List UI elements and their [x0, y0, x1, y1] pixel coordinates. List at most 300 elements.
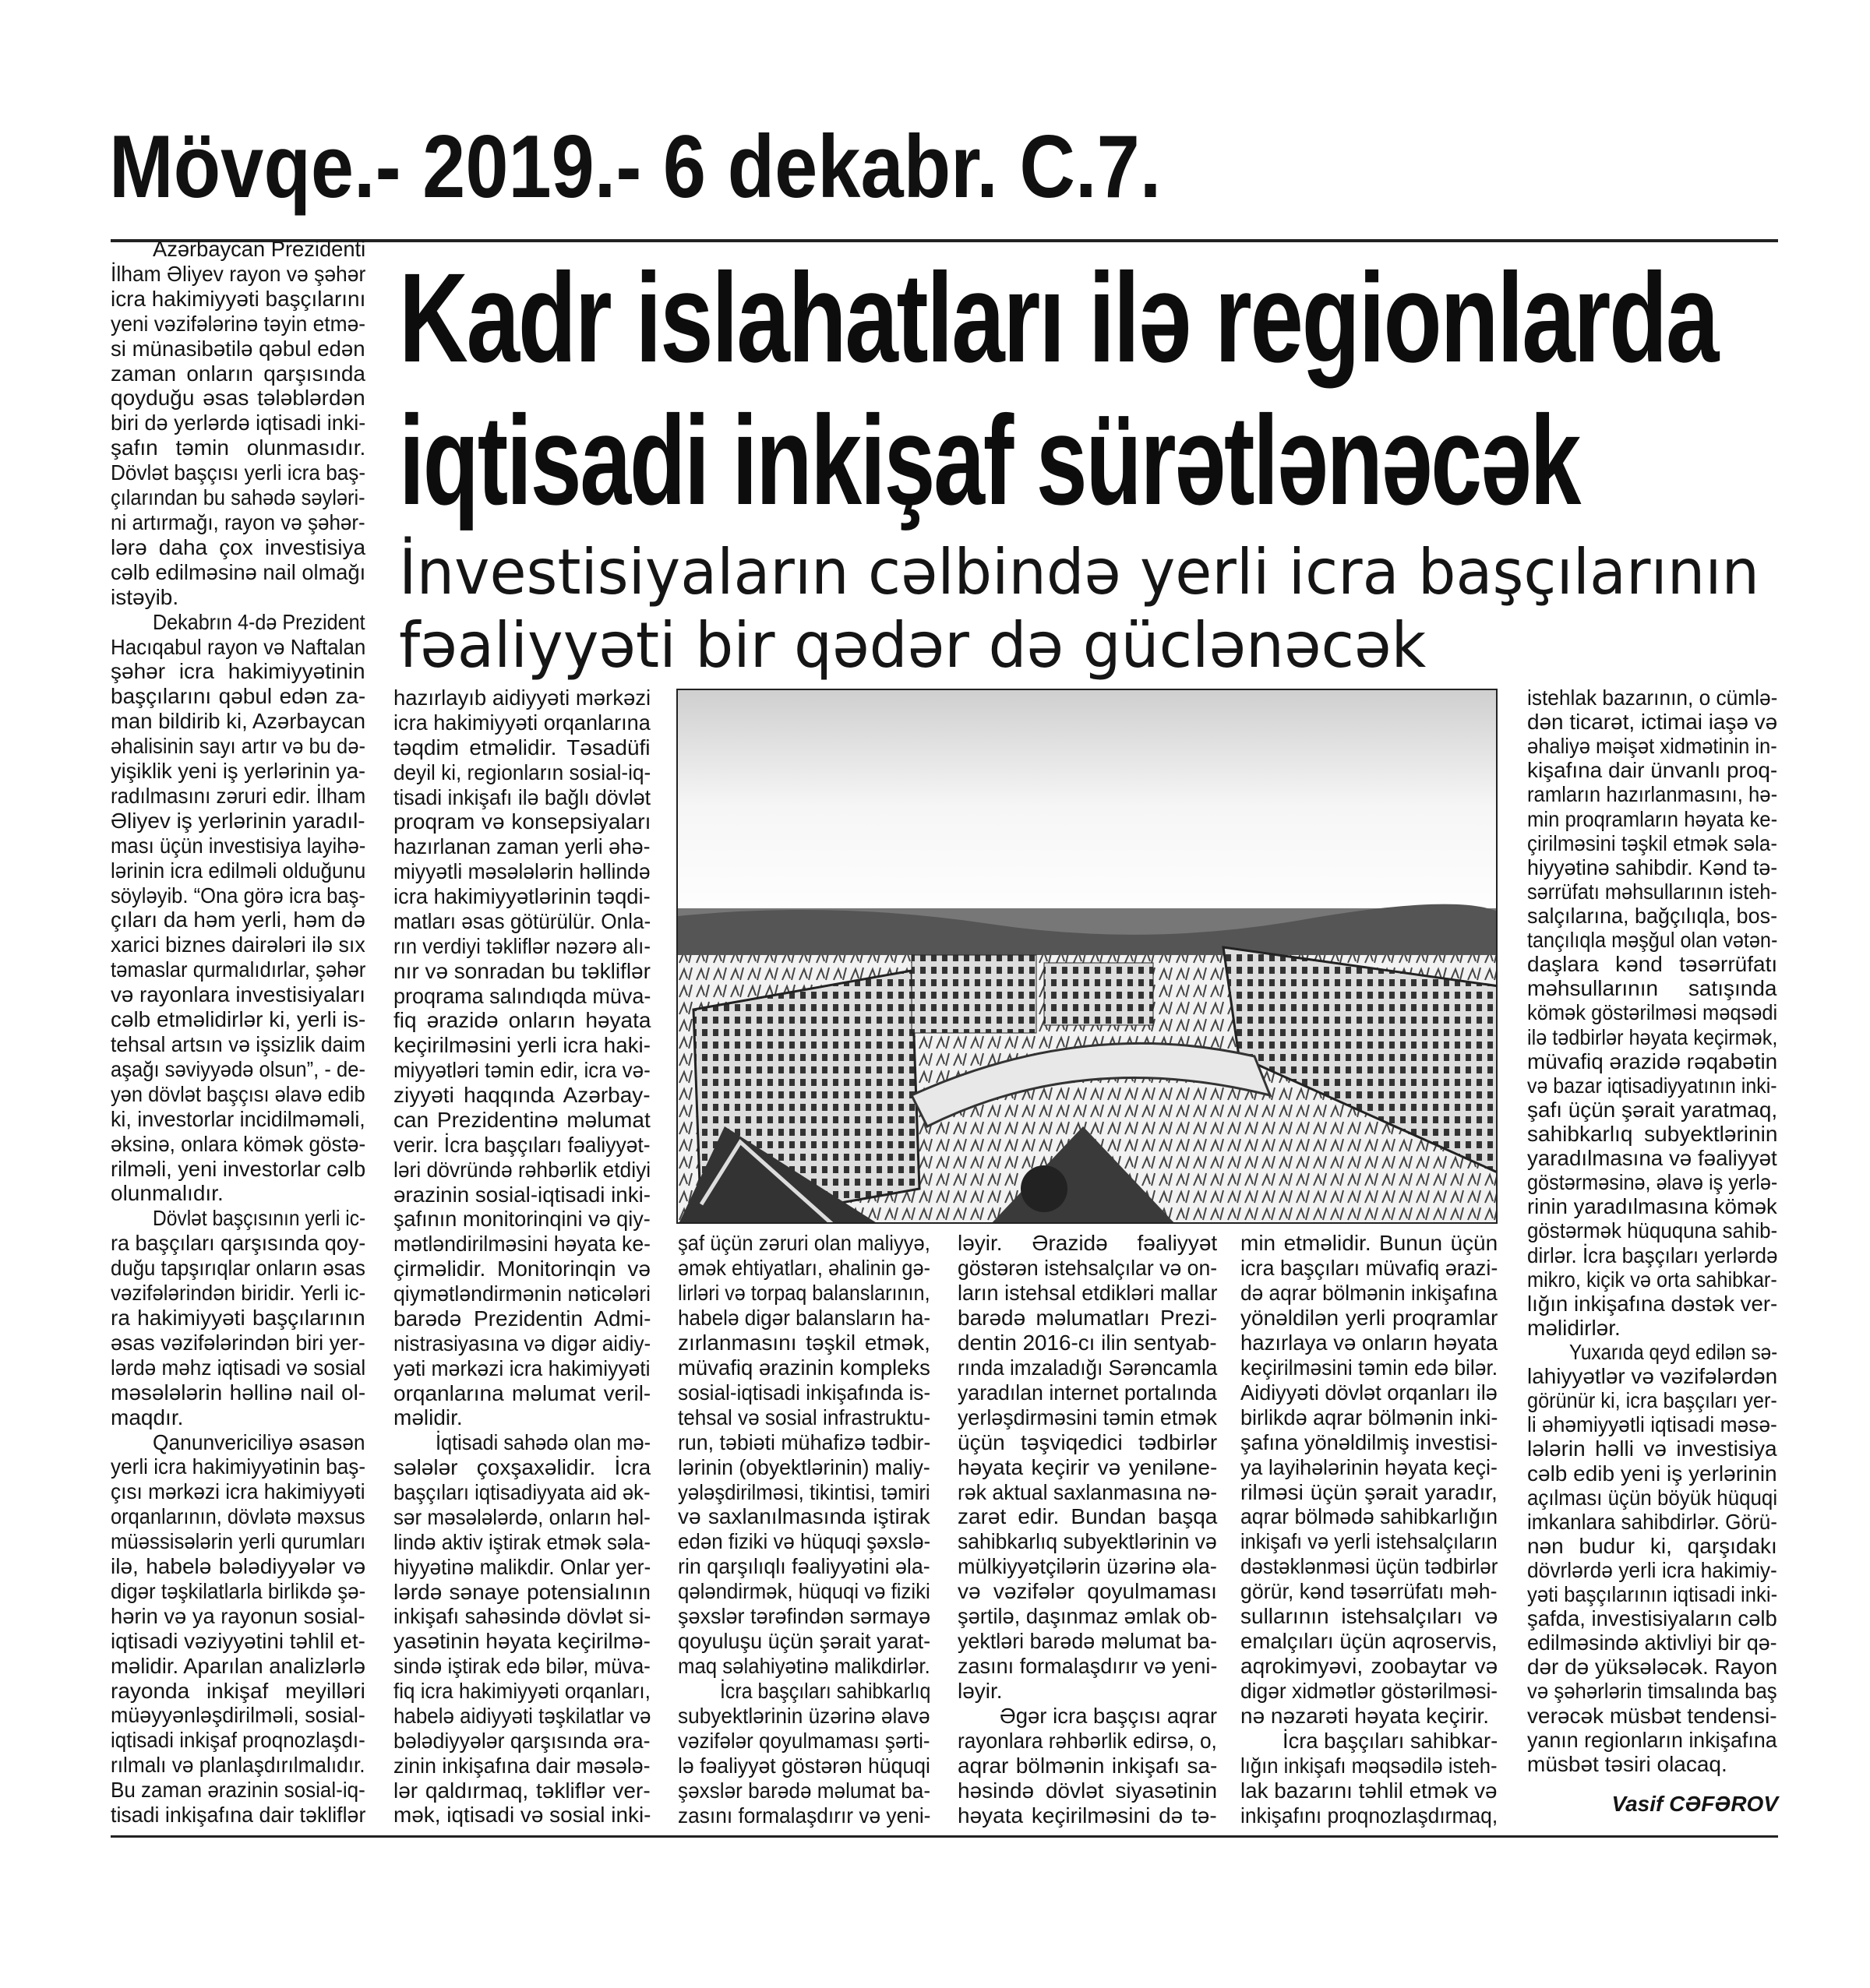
article-line [111, 957, 365, 982]
article-line-text: keçirilməsini təmin edə bilər. [1240, 1355, 1498, 1380]
article-line-text: kişafına dair ünvanlı proq- [1527, 758, 1778, 783]
article-line [111, 1082, 365, 1106]
article-line [1240, 1579, 1498, 1603]
article-line [111, 1132, 365, 1156]
article-line [111, 1107, 365, 1131]
article-line [958, 1729, 1217, 1753]
article-line [393, 760, 651, 784]
article-line [1527, 928, 1777, 952]
article-line [1527, 1534, 1777, 1558]
article-line [678, 1604, 930, 1628]
article-line-text: Əliyev iş yerlərinin yaradıl- [111, 808, 365, 833]
article-line-text: icra başçıları müvafiq ərazi- [1240, 1255, 1498, 1280]
article-line [393, 735, 651, 760]
article-line [111, 858, 365, 883]
article-line-text: hərin və ya rayonun sosial- [111, 1603, 365, 1628]
article-column-4 [958, 1231, 1217, 1828]
article-line [111, 1256, 365, 1280]
article-line [678, 1629, 930, 1653]
article-line-text: Bu zaman ərazinin sosial-iq- [111, 1778, 365, 1803]
article-line [1527, 1340, 1777, 1364]
article-line [958, 1803, 1217, 1828]
article-line [393, 984, 651, 1008]
article-line [111, 883, 365, 908]
article-line [958, 1480, 1217, 1504]
article-line [1240, 1504, 1498, 1528]
article-line [111, 1181, 365, 1205]
article-line-text: digər təşkilatlarla birlikdə şə- [111, 1578, 366, 1603]
article-line-text: inkişafı sahəsində dövlət si- [393, 1604, 651, 1629]
article-line [678, 1281, 930, 1305]
article-line [111, 262, 365, 286]
article-line [678, 1405, 930, 1429]
article-line [1527, 904, 1777, 928]
article-line [958, 1529, 1217, 1553]
article-line [1240, 1256, 1498, 1280]
article-line-text: İcra başçıları sahibkar- [1283, 1729, 1498, 1754]
article-line-text: rayonda inkişaf meyilləri [111, 1678, 365, 1703]
article-line [111, 809, 365, 833]
article-line-text: miyyətləri təmin edir, icra və- [393, 1058, 651, 1083]
article-line-text: kömək göstərilməsi məqsədi [1527, 1000, 1778, 1025]
article-line-text: duğu tapşırıqlar onların əsas [111, 1256, 365, 1281]
article-line-text: əksinə, onlara kömək göstə- [111, 1131, 366, 1156]
article-line [1240, 1331, 1498, 1355]
article-line-text: edilməsində aktivliyi bir qə- [1527, 1630, 1777, 1655]
article-line [1527, 1267, 1777, 1292]
article-line-text: cəlb edib yeni iş yerlərinin [1527, 1461, 1777, 1486]
article-line [393, 1629, 651, 1653]
article-line [393, 934, 651, 958]
article-line [1527, 734, 1777, 758]
article-line-text: məlidirlər. [1527, 1315, 1621, 1340]
article-line-text: ki, investorlar incidilməməli, [111, 1106, 365, 1131]
article-line-text: həsində dövlət siyasətinin [958, 1778, 1218, 1803]
article-line [678, 1729, 930, 1753]
article-line [678, 1504, 930, 1528]
article-line-text: lərdə məhz iqtisadi və sosial [111, 1355, 366, 1380]
article-line [393, 1654, 651, 1678]
article-line-text: İqtisadi sahədə olan mə- [436, 1430, 651, 1455]
article-line [111, 1604, 365, 1628]
article-line-text: və şəhərlərin timsalında baş [1527, 1679, 1777, 1704]
article-line [678, 1256, 930, 1280]
article-line [958, 1604, 1217, 1628]
article-line-text: mətləndirilməsini həyata ke- [393, 1232, 651, 1257]
article-line-text: proqram və konsepsiyaları [393, 809, 651, 834]
article-line-text: qələndirmək, hüquqi və fiziki [678, 1579, 930, 1604]
article-line-text: tisadi inkişafı ilə bağlı dövlət [393, 784, 651, 809]
article-line-text: şafda, investisiyaların cəlb [1527, 1606, 1777, 1631]
article-line-text: lində aktiv iştirak etmək səla- [393, 1529, 651, 1554]
article-line [393, 1729, 651, 1753]
article-line [1240, 1778, 1498, 1803]
article-line-text: İlham Əliyev rayon və şəhər [111, 261, 366, 286]
article-line [1240, 1405, 1498, 1429]
article-line-text: can Prezidentinə məlumat [393, 1107, 651, 1132]
article-line-text: əsas vəzifələrindən biri yer- [111, 1330, 365, 1355]
article-line [1527, 1098, 1777, 1122]
article-line [678, 1754, 930, 1778]
article-line-text: lərinin (obyektlərinin) maliy- [678, 1454, 930, 1479]
article-line-text: hazırlanan zaman yerli əhə- [393, 834, 651, 859]
article-line [678, 1554, 930, 1578]
article-line [1240, 1231, 1498, 1255]
article-line-text: Azərbaycan Prezidenti [153, 237, 366, 261]
article-line-text: yönəldilən yerli proqramlar [1240, 1305, 1498, 1330]
article-line-text: Aidiyyəti dövlət orqanları ilə [1240, 1380, 1498, 1405]
article-line [678, 1430, 930, 1454]
article-line-text: zasını formalaşdırır və yeni- [958, 1654, 1218, 1679]
article-line-text: məlidir. [393, 1405, 463, 1430]
article-line [111, 460, 365, 485]
article-line [678, 1579, 930, 1603]
article-line-text: rın verdiyi təkliflər nəzərə alı- [393, 933, 651, 958]
article-line-text: ramların hazırlanmasını, hə- [1527, 782, 1778, 807]
article-line [111, 759, 365, 783]
article-line [111, 1405, 365, 1429]
article-line [393, 1754, 651, 1778]
article-line-text: ərazinin sosial-iqtisadi inki- [393, 1182, 651, 1207]
article-line [958, 1256, 1217, 1280]
article-line-text: mülkiyyətçilərin üzərinə əla- [958, 1554, 1217, 1579]
article-line [958, 1679, 1217, 1703]
article-line-text: təmaslar qurmalıdırlar, şəhər [111, 957, 366, 982]
article-line [678, 1480, 930, 1504]
article-line [1240, 1430, 1498, 1454]
article-line-text: rin qarşılıqlı fəaliyyətini əla- [678, 1554, 930, 1579]
article-line-text: təqdim etməlidir. Təsadüfi [393, 735, 651, 760]
article-line [1527, 1122, 1777, 1146]
article-line-text: yəti başçılarının iqtisadi inki- [1527, 1582, 1778, 1607]
article-line-text: edən fiziki və hüquqi şəxslə- [678, 1529, 931, 1554]
article-line [111, 1454, 365, 1479]
article-line-text: qiymətləndirmənin nəticələri [393, 1281, 651, 1306]
article-line-text: yən dövlət başçısı əlavə edib [111, 1081, 365, 1106]
article-line-text: üçün təşviqedici tədbirlər [958, 1429, 1218, 1454]
article-line [1240, 1554, 1498, 1578]
article-line-text: dəstəklənməsi üçün tədbirlər [1240, 1554, 1498, 1579]
article-line [1240, 1281, 1498, 1305]
article-line [111, 1629, 365, 1653]
article-line [393, 1108, 651, 1132]
article-line [958, 1554, 1217, 1578]
article-line-text: miyyətli məsələlərin həllində [393, 859, 651, 884]
article-line-text: həyata keçirilməsini də tə- [958, 1803, 1217, 1828]
article-line [111, 560, 365, 584]
article-line [678, 1704, 930, 1728]
article-line-text: göstərən istehsalçılar və on- [958, 1255, 1218, 1280]
article-line-text: əhalisinin sayı artır və bu də- [111, 734, 365, 759]
city-photo [676, 689, 1498, 1224]
article-line [393, 1405, 651, 1429]
article-line-text: Dövlət başçısı yerli icra baş- [111, 460, 366, 485]
article-line [1527, 1146, 1777, 1170]
article-line-text: habelə aidiyyəti təşkilatlar və [393, 1703, 651, 1728]
article-line [1527, 782, 1777, 806]
article-line-text: si münasibətilə qəbul edən [111, 336, 365, 361]
article-line-text: lərinin icra edilməli olduğunu [111, 858, 366, 883]
article-line-text: yeni vəzifələrinə təyin etmə- [111, 311, 366, 336]
article-line [393, 1331, 651, 1355]
article-line-text: açılması üçün böyük hüquqi [1527, 1485, 1778, 1510]
article-line [111, 237, 365, 261]
article-line-text: şafına yönəldilmiş investisi- [1240, 1429, 1498, 1454]
article-line [1527, 686, 1777, 710]
article-line-text: maq səlahiyətinə malikdirlər. [678, 1654, 930, 1679]
article-line-text: ması üçün investisiya layihə- [111, 833, 366, 858]
article-line [111, 1281, 365, 1305]
article-line [111, 1554, 365, 1578]
article-line-text: mək, iqtisadi və sosial inki- [393, 1803, 651, 1828]
article-line-text: zinin inkişafına dair məsələ- [393, 1753, 651, 1778]
article-line [1527, 976, 1777, 1000]
article-line [958, 1380, 1217, 1405]
article-line-text: fiq icra hakimiyyəti orqanları, [393, 1679, 651, 1703]
article-line-text: aqrar bölmənin inkişafı sa- [958, 1754, 1218, 1778]
article-line [111, 1504, 365, 1528]
article-line [1527, 1170, 1777, 1194]
article-line-text: şəxslər tərəfindən sərmayə [678, 1604, 931, 1629]
article-line-text: rək aktual saxlanmasına nə- [958, 1479, 1218, 1504]
article-line-text: cəlb etməlidirlər ki, yerli is- [111, 1007, 366, 1032]
article-line-text: yəti mərkəzi icra hakimiyyəti [393, 1355, 651, 1380]
article-line-text: çısı mərkəzi icra hakimiyyəti [111, 1479, 365, 1504]
article-line [111, 312, 365, 336]
article-line [678, 1679, 930, 1703]
article-line [111, 734, 365, 758]
article-line-text: qoyduğu əsas tələblərdən [111, 386, 365, 411]
article-line [1527, 1364, 1777, 1388]
article-line-text: şafı üçün şərait yaratmaq, [1527, 1097, 1778, 1122]
article-line [111, 932, 365, 957]
article-line-text: man bildirib ki, Azərbaycan [111, 709, 366, 734]
article-line [393, 1158, 651, 1182]
article-line [393, 1058, 651, 1082]
article-line [1527, 1679, 1777, 1703]
article-line-text: keçirilməsini yerli icra haki- [393, 1033, 651, 1058]
article-line-text: hazırlaya və onların həyata [1240, 1330, 1498, 1355]
article-column-6 [1527, 686, 1777, 1776]
article-line-text: min proqramların həyata ke- [1527, 806, 1778, 831]
article-line [393, 834, 651, 858]
article-line [111, 1355, 365, 1380]
article-line [1527, 952, 1777, 976]
article-line-text: aşağı səviyyədə olsun”, - de- [111, 1056, 365, 1081]
article-line-text: müvafiq ərazidə rəqabətin [1527, 1049, 1778, 1073]
article-line-text: deyil ki, regionların sosial-iq- [393, 760, 651, 784]
article-line [1527, 1025, 1777, 1049]
article-line-text: Hacıqabul rayon və Naftalan [111, 634, 366, 659]
article-line-text: hiyyətinə malikdir. Onlar yer- [393, 1554, 651, 1579]
article-line [393, 809, 651, 834]
article-line [1527, 1510, 1777, 1534]
article-line [1527, 1243, 1777, 1267]
article-line-text: hiyyətinə sahibdir. Kənd tə- [1527, 855, 1778, 879]
article-line-text: istəyib. [111, 584, 179, 609]
article-line [1240, 1754, 1498, 1778]
publication-citation: Mövqe.- 2019.- 6 dekabr. C.7. [109, 118, 1162, 217]
article-line [1240, 1629, 1498, 1653]
article-line [958, 1281, 1217, 1305]
subheadline-line-1: İnvestisiyaların cəlbində yerli icra başçılarının [399, 536, 1760, 608]
article-line-text: xarici biznes dairələri ilə sıx [111, 932, 365, 957]
article-line-text: başçılarını qəbul edən za- [111, 684, 366, 709]
article-line-text: ya layihələrinin həyata keçi- [1240, 1454, 1498, 1479]
article-line-text: dövrlərdə yerli icra hakimiy- [1527, 1557, 1777, 1582]
article-line [393, 1604, 651, 1628]
article-line [393, 1430, 651, 1454]
article-line [1527, 1388, 1777, 1412]
article-line-text: ləri dövründə rəhbərlik etdiyi [393, 1157, 651, 1182]
article-line-text: məsələlərin həllinə nail ol- [111, 1380, 366, 1405]
article-line-text: yektləri barədə məlumat ba- [958, 1629, 1218, 1654]
article-line-text: başçıları iqtisadiyyata aid ək- [393, 1480, 651, 1504]
article-line-text: şaf üçün zəruri olan maliyyə, [678, 1231, 930, 1255]
article-line [393, 1083, 651, 1107]
article-line [1527, 1436, 1777, 1461]
article-line [111, 635, 365, 659]
article-line [393, 859, 651, 883]
article-line [111, 287, 365, 311]
article-line-text: tehsal artsın və işsizlik daim [111, 1032, 366, 1056]
article-line [678, 1654, 930, 1678]
article-line-text: şəxslər barədə məlumat ba- [678, 1778, 931, 1803]
article-line-text: zarət edir. Bundan başqa [958, 1504, 1218, 1529]
article-line [958, 1654, 1217, 1678]
article-line-text: müsbət təsiri olacaq. [1527, 1751, 1727, 1776]
article-line-text: inkişafını proqnozlaşdırmaq, [1240, 1803, 1498, 1828]
article-line-text: lahiyyətlər və vəzifələrdən [1527, 1364, 1778, 1389]
article-line [393, 1183, 651, 1207]
article-line-text: tisadi inkişafına dair təkliflər [111, 1803, 366, 1828]
article-line [111, 435, 365, 460]
article-line-text: ra başçıları qarşısında qoy- [111, 1231, 366, 1256]
article-line [393, 1232, 651, 1256]
article-line-text: Dövlət başçısının yerli ic- [153, 1206, 366, 1231]
article-line-text: lə fəaliyyət göstərən hüquqi [678, 1754, 930, 1778]
article-line [1240, 1604, 1498, 1628]
article-line-text: çirməlidir. Monitorinqin və [393, 1257, 651, 1281]
article-line [1527, 1630, 1777, 1655]
article-line [958, 1405, 1217, 1429]
article-line [958, 1430, 1217, 1454]
article-line-text: mikro, kiçik və orta sahibkar- [1527, 1267, 1777, 1292]
article-line-text: Dekabrın 4-də Prezident [153, 609, 365, 634]
article-line-text: şafının monitorinqini və qiy- [393, 1207, 651, 1232]
article-line [1527, 879, 1777, 904]
article-line [393, 1257, 651, 1281]
article-line [393, 1281, 651, 1306]
article-line [111, 1380, 365, 1405]
article-line [1527, 1606, 1777, 1630]
article-line-text: hazırlayıb aidiyyəti mərkəzi [393, 686, 651, 710]
article-line [1240, 1355, 1498, 1380]
article-line [111, 585, 365, 609]
article-line-text: dirlər. İcra başçıları yerlərdə [1527, 1242, 1778, 1267]
article-line-text: fiq ərazidə onların həyata [393, 1008, 651, 1033]
article-line-text: olunmalıdır. [111, 1181, 224, 1206]
article-line [393, 1778, 651, 1803]
article-line [111, 1007, 365, 1031]
article-line [111, 1728, 365, 1752]
article-line-text: daşlara kənd təsərrüfatı [1527, 952, 1778, 977]
article-line [1527, 1000, 1777, 1024]
article-line [393, 884, 651, 908]
article-line [111, 1654, 365, 1678]
article-line [111, 1206, 365, 1230]
article-line [393, 1306, 651, 1331]
article-line [393, 1803, 651, 1827]
article-line [678, 1529, 930, 1553]
article-line-text: göstərməsinə, əlavə iş yerlə- [1527, 1170, 1778, 1195]
article-line [111, 1032, 365, 1056]
article-line-text: ilə, habelə bələdiyyələr və [111, 1554, 366, 1579]
article-line-text: əmək ehtiyatları, əhalinin gə- [678, 1255, 930, 1280]
headline-line-1: Kadr islahatları ilə regionlarda [399, 246, 1718, 389]
article-line-text: zasını formalaşdırır və yeni- [678, 1803, 931, 1828]
article-line [111, 386, 365, 410]
article-line-text: icra hakimiyyəti orqanlarına [393, 710, 651, 735]
article-line [678, 1306, 930, 1330]
bottom-rule [111, 1835, 1778, 1838]
article-line [393, 785, 651, 809]
article-line-text: aqrar bölmədə sahibkarlığın [1240, 1504, 1498, 1529]
article-line [1527, 710, 1777, 734]
article-line [1527, 1292, 1777, 1316]
article-line-text: yasətinin həyata keçirilmə- [393, 1629, 651, 1654]
article-line-text: şərtilə, daşınmaz əmlak ob- [958, 1604, 1218, 1629]
article-line-text: zırlanmasını təşkil etmək, [678, 1330, 930, 1355]
article-line-text: tançılıqla məşğul olan vətən- [1527, 928, 1778, 953]
article-line [111, 834, 365, 858]
article-line-text: sahibkarlıq subyektlərinin [1527, 1121, 1778, 1146]
article-line [678, 1231, 930, 1255]
article-line [111, 1529, 365, 1553]
article-line-text: çıları da həm yerli, həm də [111, 908, 365, 932]
article-line-text: tehsal və sosial infrastruktu- [678, 1405, 931, 1429]
article-line [393, 1679, 651, 1703]
article-line [111, 1306, 365, 1330]
article-column-3 [678, 1231, 930, 1828]
article-line [111, 1231, 365, 1255]
article-line-text: subyektlərinin üzərinə əlavə [678, 1704, 930, 1729]
article-line [111, 709, 365, 733]
article-line [958, 1455, 1217, 1479]
article-line [958, 1504, 1217, 1528]
article-line-text: cəlb edilməsinə nail olmağı [111, 559, 366, 584]
article-line [1240, 1803, 1498, 1828]
article-line-text: yerləşdirməsini təmin etmək [958, 1405, 1217, 1429]
article-line-text: rında imzaladığı Sərəncamla [958, 1355, 1218, 1380]
article-line-text: ziyyəti haqqında Azərbay- [393, 1083, 651, 1107]
article-line [111, 1703, 365, 1727]
article-line-text: dən ticarət, ictimai iaşə və [1527, 710, 1778, 735]
article-line-text: həyata keçirir və yeniləne- [958, 1454, 1218, 1479]
article-line-text: rinin yaradılmasına kömək [1527, 1194, 1777, 1219]
article-line [1527, 758, 1777, 782]
article-line-text: rılmalı və planlaşdırılmalıdır. [111, 1753, 365, 1778]
article-line [1527, 1558, 1777, 1582]
article-line-text: salçılarına, bağçılıqla, bos- [1527, 903, 1778, 928]
article-line-text: və vəzifələr qoyulmaması [958, 1579, 1217, 1604]
article-line-text: qoyuluşu üçün şərait yarat- [678, 1629, 931, 1654]
article-line-text: və rayonlara investisiyaları [111, 982, 365, 1007]
article-line-text: rayonlara rəhbərlik edirsə, o, [958, 1729, 1217, 1754]
article-line [1240, 1455, 1498, 1479]
article-line-text: min etməlidir. Bunun üçün [1240, 1231, 1498, 1255]
article-line-text: İcra başçıları sahibkarlıq [720, 1679, 931, 1704]
